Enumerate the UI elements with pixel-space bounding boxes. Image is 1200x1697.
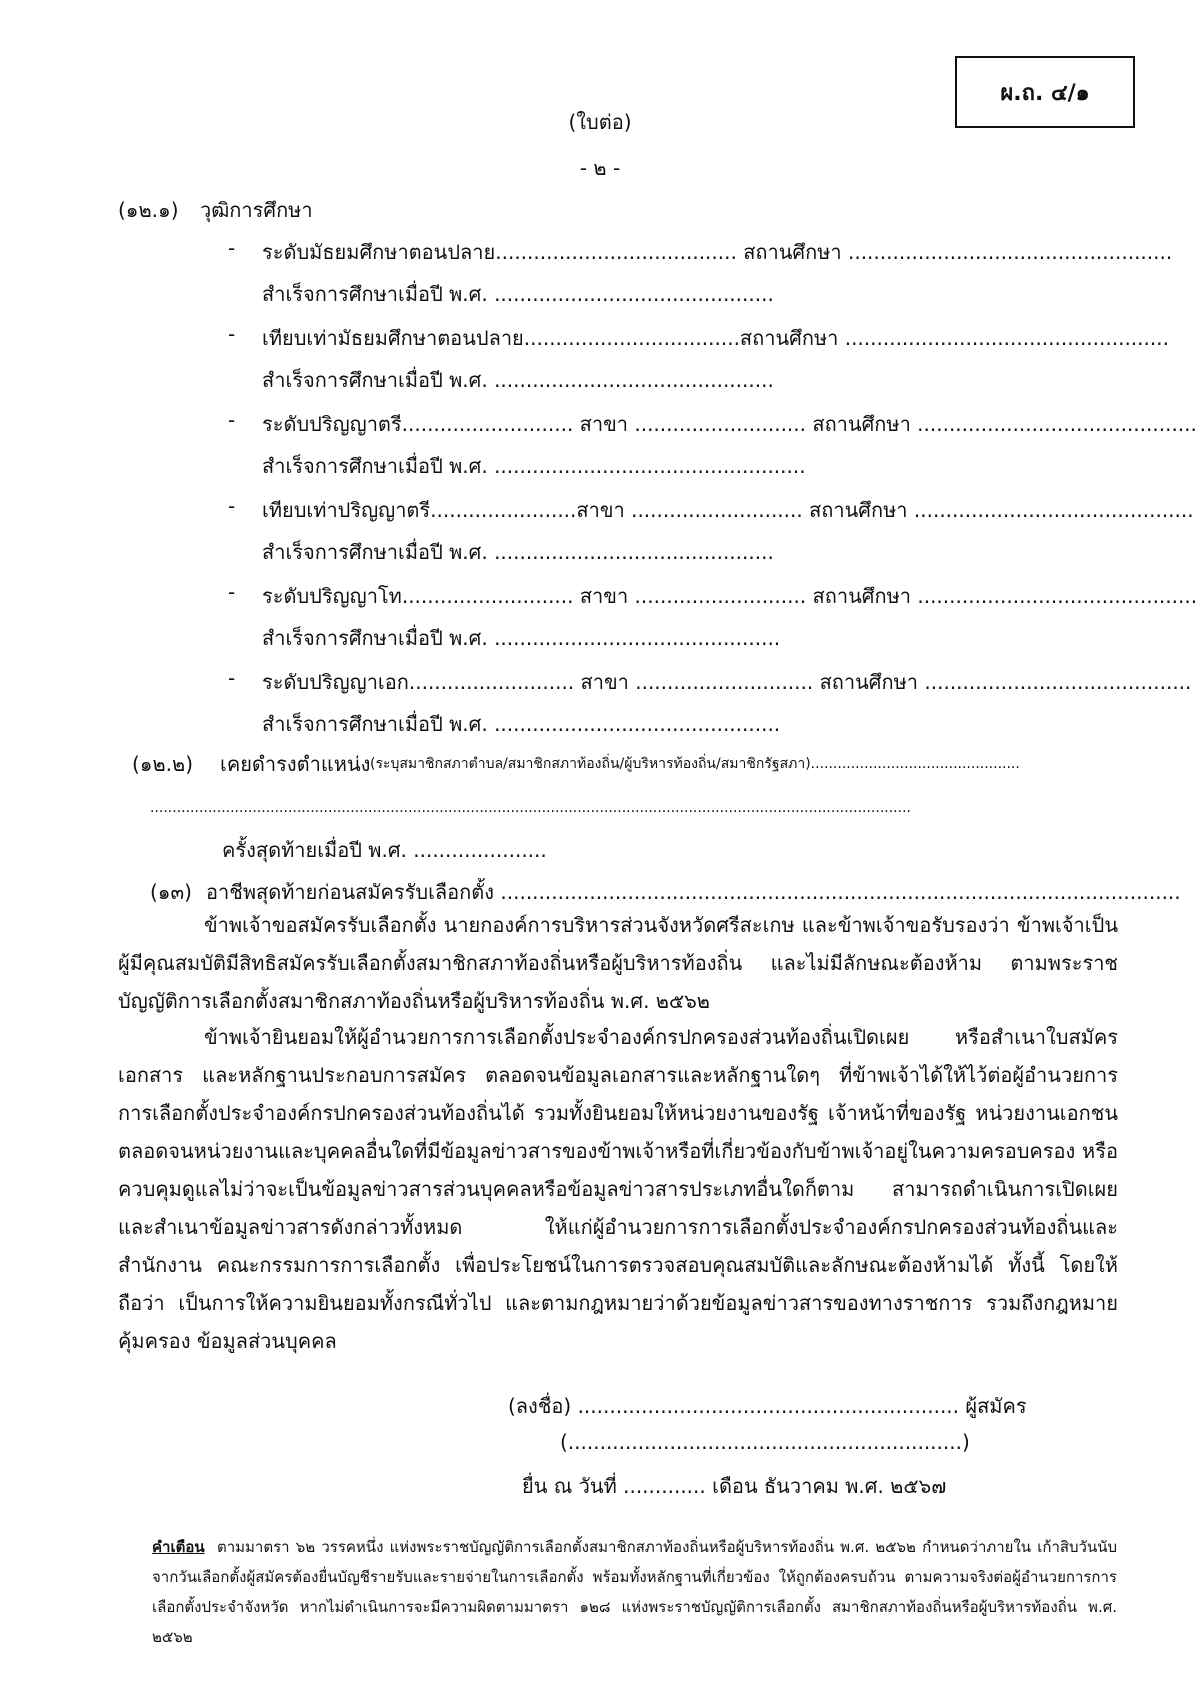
education-level-line: เทียบเท่ามัธยมศึกษาตอนปลาย..................................สถานศึกษา ...................................................	[262, 326, 1169, 350]
form-code: ผ.ถ. ๔/๑	[1000, 80, 1090, 106]
education-year-line: สำเร็จการศึกษาเมื่อปี พ.ศ. .................................................	[262, 454, 806, 478]
page-number: - ๒ -	[579, 156, 621, 180]
education-level-line: ระดับปริญญาโท........................... สาขา ........................... สถานศึกษา ............................................	[262, 584, 1198, 608]
bullet: -	[228, 494, 236, 518]
submission-date-line: ยื่น ณ วันที่ ............. เดือน ธันวาคม พ.ศ. ๒๕๖๗	[522, 1474, 947, 1498]
education-level-line: เทียบเท่าปริญญาตรี.......................สาขา ........................... สถานศึกษา ............................................	[262, 498, 1194, 522]
positions-blank-line: ...........................................................................................................................................................................	[150, 800, 911, 816]
bullet: -	[228, 408, 236, 432]
occupation-line: อาชีพสุดท้ายก่อนสมัครรับเลือกตั้ง ...........................................................................................................	[206, 880, 1181, 904]
education-level-line: ระดับปริญญาเอก.......................... สาขา ............................ สถานศึกษา ..........................................	[262, 670, 1192, 694]
bullet: -	[228, 236, 236, 260]
positions-section-label: (๑๒.๒)	[132, 752, 194, 776]
education-level-line: ระดับมัธยมศึกษาตอนปลาย...................................... สถานศึกษา ...................................................	[262, 240, 1173, 264]
positions-title: เคยดำรงตำแหน่ง	[220, 752, 371, 776]
bullet: -	[228, 322, 236, 346]
positions-last-year: ครั้งสุดท้ายเมื่อปี พ.ศ. .....................	[222, 838, 547, 862]
signature-line: (ลงชื่อ) ............................................................ ผู้สมัคร	[508, 1394, 1027, 1418]
warning-text: ตามมาตรา ๖๒ วรรคหนึ่ง แห่งพระราชบัญญัติการเลือกตั้งสมาชิกสภาท้องถิ่นหรือผู้บริหารท้องถิ่น พ.ศ. ๒๕๖๒ กำหนดว่าภายใน เก้าสิบวันนับจากวันเลือกตั้งผู้สมัครต้องยื่นบัญชีรายรับและรายจ่ายในการเลือกตั้ง พร้อมทั้งหลักฐานที่เกี่ยวข้อง ให้ถูกต้องครบถ้วน ตามความจริงต่อผู้อำนวยการการเลือกตั้งประจำจังหวัด หากไม่ดำเนินการจะมีความผิดตามมาตรา ๑๒๘ แห่งพระราชบัญญัติการเลือกตั้ง สมาชิกสภาท้องถิ่นหรือผู้บริหารท้องถิ่น พ.ศ. ๒๕๖๒	[152, 1538, 1117, 1646]
warning-note	[152, 1532, 1117, 1652]
occupation-section-label: (๑๓)	[150, 880, 192, 904]
declaration-paragraph: ข้าพเจ้าขอสมัครรับเลือกตั้ง นายกองค์การบริหารส่วนจังหวัดศรีสะเกษ และข้าพเจ้าขอรับรองว่า ข้าพเจ้าเป็นผู้มีคุณสมบัติมีสิทธิสมัครรับเลือกตั้งสมาชิกสภาท้องถิ่นหรือผู้บริหารท้องถิ่น และไม่มีลักษณะต้องห้าม ตามพระราชบัญญัติการเลือกตั้งสมาชิกสภาท้องถิ่นหรือผู้บริหารท้องถิ่น พ.ศ. ๒๕๖๒	[118, 913, 1118, 1013]
consent-paragraph: ข้าพเจ้ายินยอมให้ผู้อำนวยการการเลือกตั้งประจำองค์กรปกครองส่วนท้องถิ่นเปิดเผย หรือสำเนาใบสมัครเอกสาร และหลักฐานประกอบการสมัคร ตลอดจนข้อมูลเอกสารและหลักฐานใดๆ ที่ข้าพเจ้าได้ให้ไว้ต่อผู้อำนวยการ การเลือกตั้งประจำองค์กรปกครองส่วนท้องถิ่นได้ รวมทั้งยินยอมให้หน่วยงานของรัฐ เจ้าหน้าที่ของรัฐ หน่วยงานเอกชน ตลอดจนหน่วยงานและบุคคลอื่นใดที่มีข้อมูลข่าวสารของข้าพเจ้าหรือที่เกี่ยวข้องกับข้าพเจ้าอยู่ในความครอบครอง หรือควบคุมดูแลไม่ว่าจะเป็นข้อมูลข่าวสารส่วนบุคคลหรือข้อมูลข่าวสารประเภทอื่นใดก็ตาม สามารถดำเนินการเปิดเผย และสำเนาข้อมูลข่าวสารดังกล่าวทั้งหมด ให้แก่ผู้อำนวยการการเลือกตั้งประจำองค์กรปกครองส่วนท้องถิ่นและสำนักงาน คณะกรรมการการเลือกตั้ง เพื่อประโยชน์ในการตรวจสอบคุณสมบัติและลักษณะต้องห้ามได้ ทั้งนี้ โดยให้ถือว่า เป็นการให้ความยินยอมทั้งกรณีทั่วไป และตามกฎหมายว่าด้วยข้อมูลข่าวสารของทางราชการ รวมถึงกฎหมายคุ้มครอง ข้อมูลส่วนบุคคล	[118, 1025, 1118, 1353]
education-section-label: (๑๒.๑)	[118, 198, 179, 222]
continuation-label: (ใบต่อ)	[568, 110, 632, 134]
bullet: -	[228, 666, 236, 690]
education-section-title: วุฒิการศึกษา	[200, 198, 313, 222]
warning-title: คำเตือน	[152, 1538, 205, 1556]
printed-name-line: (..............................................................)	[560, 1430, 970, 1454]
education-level-line: ระดับปริญญาตรี........................... สาขา ........................... สถานศึกษา ............................................	[262, 412, 1197, 436]
education-year-line: สำเร็จการศึกษาเมื่อปี พ.ศ. .............................................	[262, 626, 781, 650]
education-year-line: สำเร็จการศึกษาเมื่อปี พ.ศ. ............................................	[262, 540, 774, 564]
education-year-line: สำเร็จการศึกษาเมื่อปี พ.ศ. ............................................	[262, 282, 774, 306]
education-year-line: สำเร็จการศึกษาเมื่อปี พ.ศ. ............................................	[262, 368, 774, 392]
education-year-line: สำเร็จการศึกษาเมื่อปี พ.ศ. .............................................	[262, 712, 781, 736]
bullet: -	[228, 580, 236, 604]
positions-note: (ระบุสมาชิกสภาตำบล/สมาชิกสภาท้องถิ่น/ผู้บริหารท้องถิ่น/สมาชิกรัฐสภา)...............................................	[370, 756, 1020, 772]
